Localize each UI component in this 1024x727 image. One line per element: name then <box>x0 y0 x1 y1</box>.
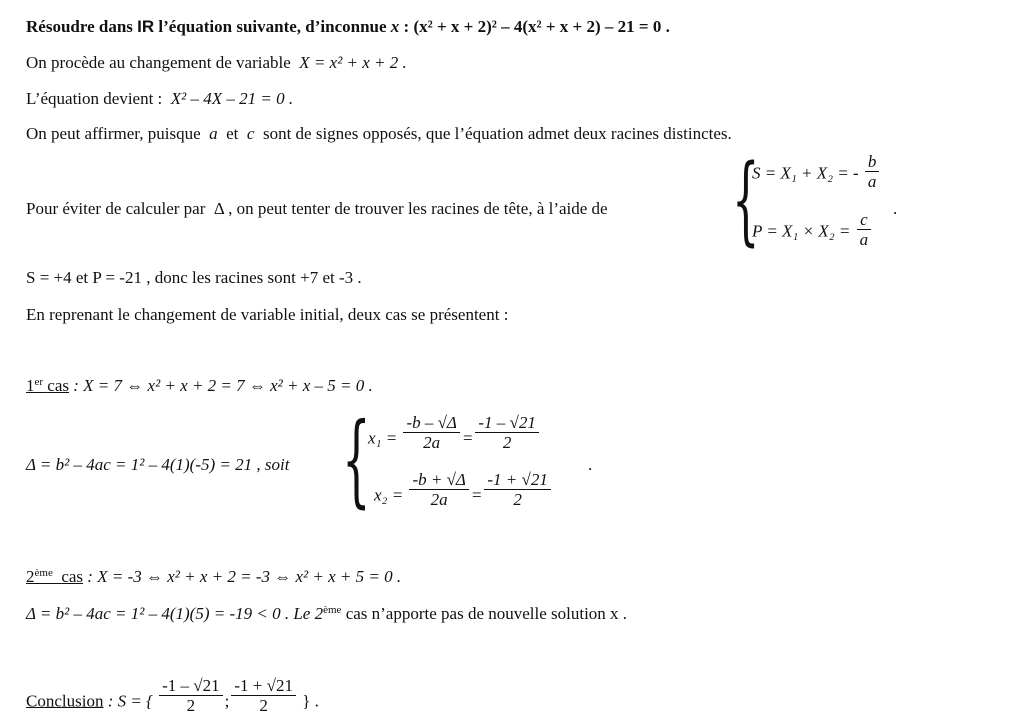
x1-numerator-2: -1 – √21 <box>475 413 539 433</box>
eviter-text: Pour éviter de calculer par <box>26 199 206 218</box>
change-of-variable-line <box>26 53 407 73</box>
solution-2 <box>231 676 296 715</box>
x1-fraction <box>403 413 459 452</box>
solution-separator: ; <box>224 691 230 711</box>
case2-delta <box>26 604 627 624</box>
case1-delta-formula: Δ = b² – 4ac = 1² – 4(1)(-5) = 21 , soit <box>26 455 290 474</box>
main-equation: (x² + x + 2)² – 4(x² + x + 2) – 21 = 0 . <box>413 17 670 36</box>
system-brace: { <box>732 144 760 256</box>
conclusion-label: Conclusion <box>26 691 104 711</box>
x1-denominator: 2a <box>423 433 441 452</box>
cases-intro: En reprenant le changement de variable initial, deux cas se présentent : <box>26 305 509 324</box>
product-denominator: a <box>859 230 869 249</box>
opposite-signs-line <box>26 124 732 144</box>
devient-text: L’équation devient : <box>26 89 163 108</box>
statement-text-2: l’équation suivante, d’inconnue <box>158 17 387 36</box>
solution-set-end: } . <box>302 691 319 711</box>
product-lhs: P = X₁ × X₂ = <box>752 221 851 241</box>
solution-set-lhs: : S = { <box>107 691 153 711</box>
case2-delta-end: cas n’apporte pas de nouvelle solution x . <box>345 604 628 623</box>
product-relation <box>752 210 873 249</box>
sum-denominator: a <box>867 172 877 191</box>
solution-1-numerator: -1 – √21 <box>159 676 223 696</box>
x2-denominator: 2a <box>430 490 448 509</box>
case1-label: 1er cas <box>26 376 70 395</box>
case1-delta <box>26 455 289 475</box>
root-x2: x₂ = $\frac{-b + √\Delta}{2a}$ = $\frac{-1 + √21}{2}$ <box>374 484 553 509</box>
change-text: On procède au changement de variable <box>26 53 291 72</box>
x2-lhs: x₂ = <box>374 485 404 505</box>
delta-symbol: Δ <box>213 199 224 218</box>
sum-fraction <box>865 152 880 191</box>
case2-delta-sup: ème <box>323 604 342 616</box>
product-fraction <box>857 210 872 249</box>
x2-numerator: -b + √Δ <box>409 470 468 490</box>
product-numerator: c <box>857 210 872 230</box>
coef-a: a <box>209 124 218 143</box>
solution-1 <box>159 676 223 715</box>
case1-end: . <box>588 455 593 474</box>
change-formula: X = x² + x + 2 . <box>299 53 407 72</box>
x2-fraction-2 <box>484 470 550 509</box>
roots-line: S = +4 et P = -21 , donc les racines sont +7 et -3 . <box>26 268 362 287</box>
et-word: et <box>226 124 239 143</box>
unknown-variable: x <box>390 17 400 36</box>
solution-1-denominator: 2 <box>186 696 196 715</box>
x1-lhs: x₁ = <box>368 428 398 448</box>
sum-numerator: b <box>865 152 880 172</box>
case2-delta-formula: Δ = b² – 4ac = 1² – 4(1)(5) = -19 < 0 . Le 2 <box>26 604 324 623</box>
roots-brace: { <box>342 401 371 518</box>
sum-relation <box>752 152 881 191</box>
real-numbers-symbol: IR <box>137 17 155 36</box>
case2-label: 2ème cas <box>26 567 84 586</box>
solution-2-denominator: 2 <box>259 696 268 715</box>
coef-c: c <box>246 124 255 143</box>
x2-numerator-2: -1 + √21 <box>484 470 550 490</box>
case2-equation: : X = -3 ⇔ x² + x + 2 = -3 ⇔ x² + x + 5 = 0 . <box>87 567 402 586</box>
x2-fraction <box>409 470 468 509</box>
affirm-text-2: sont de signes opposés, que l’équation admet deux racines distinctes. <box>262 124 732 143</box>
equation-becomes-line <box>26 89 293 109</box>
case2-line <box>26 567 401 587</box>
sum-product-intro <box>26 199 608 219</box>
eviter-text-2: , on peut tenter de trouver les racines de tête, à l’aide de <box>228 199 608 218</box>
quadratic-in-X: X² – 4X – 21 = 0 . <box>170 89 294 108</box>
x1-fraction-2 <box>475 413 539 452</box>
exercise-statement: Résoudre dans IR l’équation suivante, d’inconnue x : (x² + x + 2)² – 4(x² + x + 2) – 21 = 0 . <box>26 17 670 36</box>
x1-denominator-2: 2 <box>502 433 512 452</box>
statement-text: Résoudre dans <box>26 17 133 36</box>
sum-product-end: . <box>893 199 898 218</box>
case1-line <box>26 376 373 396</box>
conclusion-line <box>26 676 319 715</box>
case1-equation: : X = 7 ⇔ x² + x + 2 = 7 ⇔ x² + x – 5 = 0 . <box>73 376 373 395</box>
affirm-text: On peut affirmer, puisque <box>26 124 201 143</box>
root-x1: x₁ = $\frac{-b - √\Delta}{2a}$ = $\frac{-1 - √21}{2}$ <box>368 427 541 452</box>
sum-lhs: S = X₁ + X₂ = - <box>752 163 859 183</box>
x1-numerator: -b – √Δ <box>403 413 459 433</box>
solution-2-numerator: -1 + √21 <box>231 676 296 696</box>
x2-denominator-2: 2 <box>513 490 522 509</box>
